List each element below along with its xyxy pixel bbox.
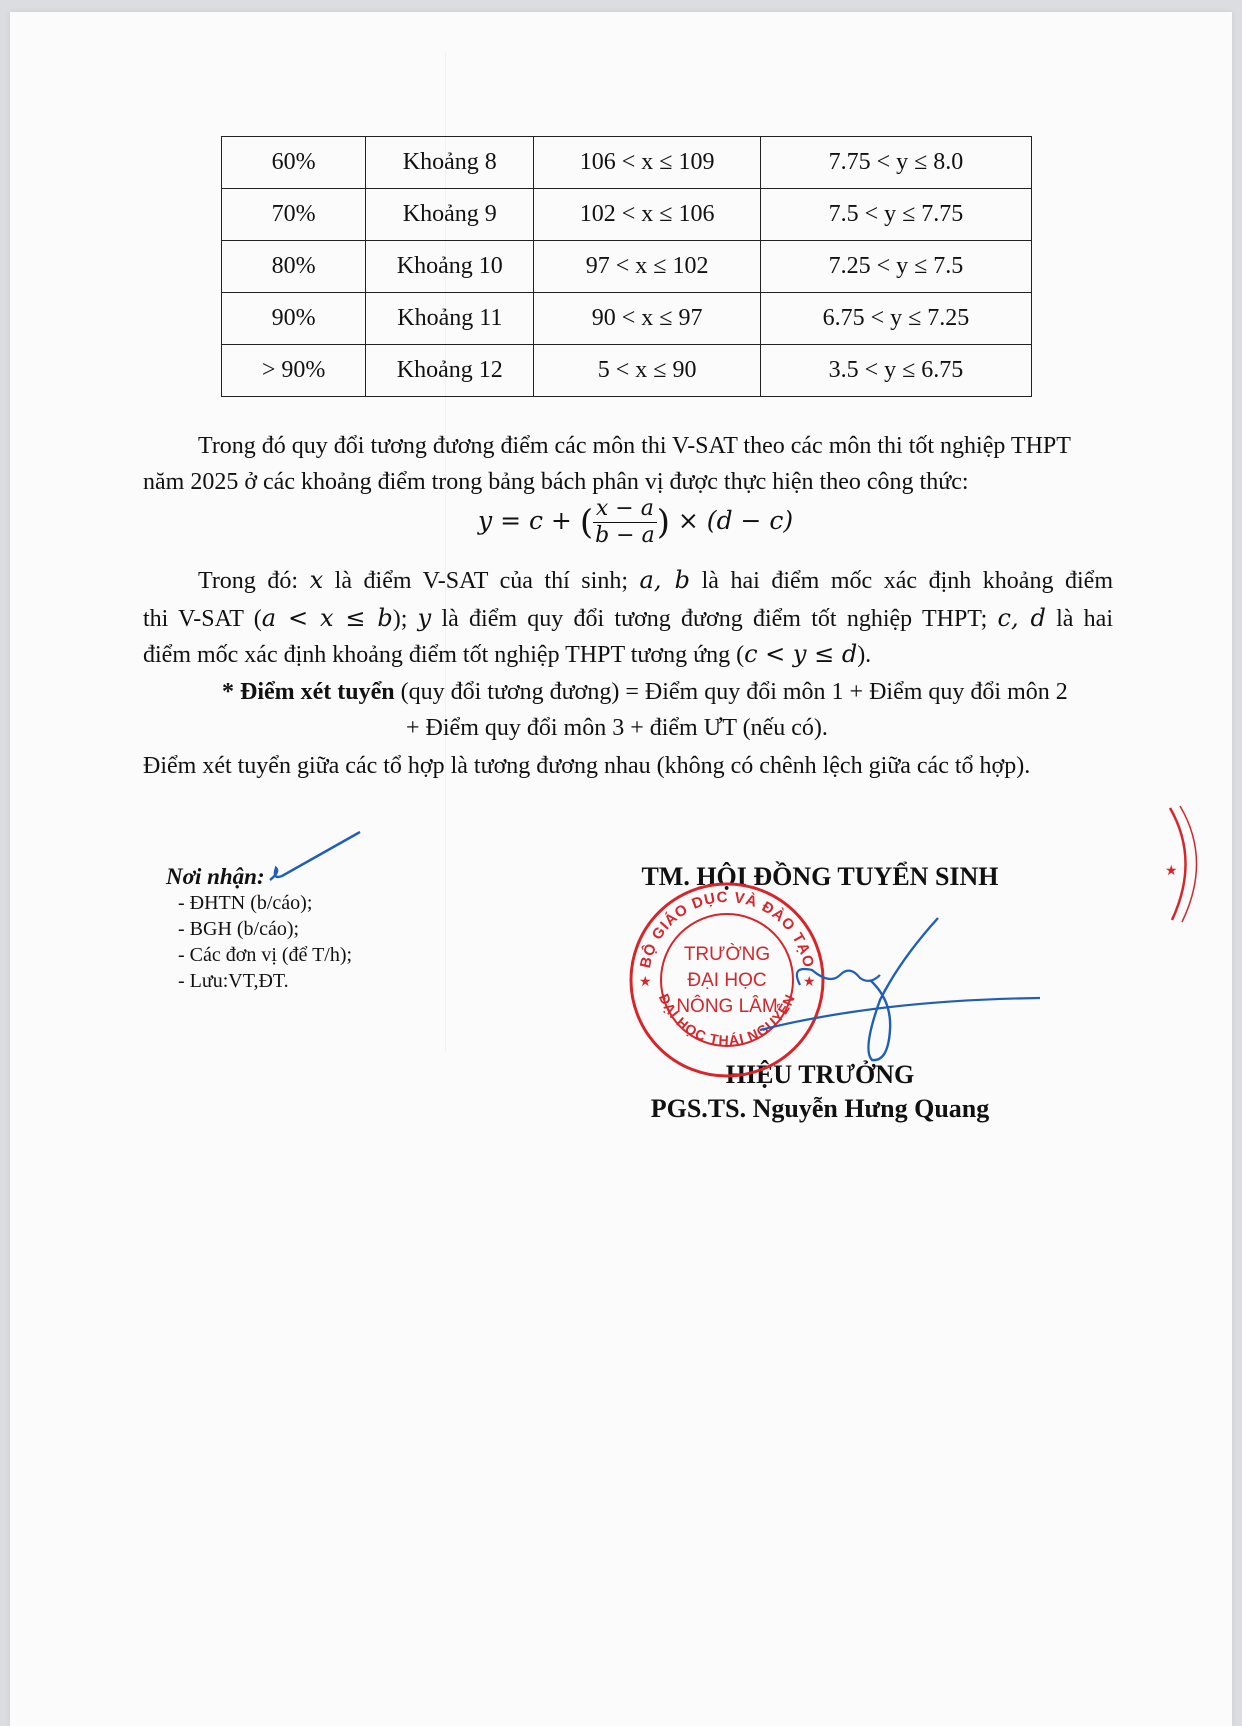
table-cell-thpt: 7.25 < y ≤ 7.5	[760, 241, 1031, 293]
formula-fraction	[593, 496, 657, 549]
table-cell-range: Khoảng 8	[366, 137, 534, 189]
table-cell-vsat: 90 < x ≤ 97	[534, 293, 760, 345]
recipients-heading: Nơi nhận:	[166, 864, 265, 889]
edge-stamp-star: ★	[1165, 864, 1178, 879]
table-row	[222, 345, 1032, 397]
formula-numerator: x − a	[593, 496, 657, 523]
table-cell-vsat: 5 < x ≤ 90	[534, 345, 760, 397]
table-cell-percent: 80%	[222, 241, 366, 293]
paragraph-3-line-2: + Điểm quy đổi môn 3 + điểm ƯT (nếu có).	[406, 715, 828, 741]
recipient-item: - ĐHTN (b/cáo);	[178, 892, 313, 914]
paragraph-2-line-1: Trong đó: x là điểm V-SAT của thí sinh; a, b là hai điểm mốc xác định khoảng điểm	[198, 566, 1113, 594]
table-cell-thpt: 7.75 < y ≤ 8.0	[760, 137, 1031, 189]
recipients-block	[166, 864, 352, 994]
paragraph-1-line-2: năm 2025 ở các khoảng điểm trong bảng bách phân vị được thực hiện theo công thức:	[143, 469, 969, 495]
table-cell-range: Khoảng 9	[366, 189, 534, 241]
recipient-item: - BGH (b/cáo);	[178, 918, 300, 940]
paragraph-4: Điểm xét tuyển giữa các tổ hợp là tương đương nhau (không có chênh lệch giữa các tổ hợp).	[143, 753, 1031, 779]
stamp-line-1: TRƯỜNG	[683, 944, 771, 965]
table-cell-thpt: 3.5 < y ≤ 6.75	[760, 345, 1031, 397]
table-cell-vsat: 97 < x ≤ 102	[534, 241, 760, 293]
paragraph-2-line-3: điểm mốc xác định khoảng điểm tốt nghiệp THPT tương ứng (c < y ≤ d).	[143, 640, 872, 668]
recipient-item: - Lưu:VT,ĐT.	[178, 970, 289, 992]
official-stamp	[627, 880, 827, 1080]
table-cell-vsat: 102 < x ≤ 106	[534, 189, 760, 241]
table-cell-vsat: 106 < x ≤ 109	[534, 137, 760, 189]
formula-denominator: b − a	[595, 523, 655, 548]
formula-lhs: y = c +	[478, 506, 580, 535]
stamp-ring-bottom: ĐẠI HỌC THÁI NGUYÊN	[655, 991, 799, 1049]
paragraph-1-line-1: Trong đó quy đổi tương đương điểm các môn thi V-SAT theo các môn thi tốt nghiệp THPT	[198, 433, 1071, 459]
table-cell-thpt: 6.75 < y ≤ 7.25	[760, 293, 1031, 345]
paragraph-2-line-2: thi V-SAT (a < x ≤ b); y là điểm quy đổi tương đương điểm tốt nghiệp THPT; c, d là hai	[143, 604, 1113, 632]
signature-name: PGS.TS. Nguyễn Hưng Quang	[650, 1094, 990, 1123]
signature-role: HIỆU TRƯỞNG	[725, 1060, 915, 1089]
formula-rhs: × (d − c)	[669, 506, 794, 535]
stamp-line-3: NÔNG LÂM	[676, 996, 778, 1017]
stamp-ring-top: BỘ GIÁO DỤC VÀ ĐÀO TẠO	[636, 888, 818, 970]
table-cell-percent: 90%	[222, 293, 366, 345]
table-cell-percent: > 90%	[222, 345, 366, 397]
table-cell-percent: 60%	[222, 137, 366, 189]
table-cell-thpt: 7.5 < y ≤ 7.75	[760, 189, 1031, 241]
table-cell-range: Khoảng 11	[366, 293, 534, 345]
table-row	[222, 293, 1032, 345]
table-row	[222, 189, 1032, 241]
table-cell-range: Khoảng 12	[366, 345, 534, 397]
stamp-star-right: ★	[803, 975, 816, 990]
recipient-item: - Các đơn vị (để T/h);	[178, 944, 353, 966]
conversion-formula: y = c + ( $\frac{x - a}{b - a}$ ) × (d − c)	[478, 496, 794, 548]
stamp-star-left: ★	[639, 975, 652, 990]
signature-title: TM. HỘI ĐỒNG TUYỂN SINH	[641, 862, 999, 891]
percentile-table	[221, 136, 1032, 397]
stamp-line-2: ĐẠI HỌC	[687, 970, 767, 991]
table-cell-percent: 70%	[222, 189, 366, 241]
paragraph-3-line-1: * Điểm xét tuyển (quy đổi tương đương) = Điểm quy đổi môn 1 + Điểm quy đổi môn 2	[222, 679, 1068, 705]
table-cell-range: Khoảng 10	[366, 241, 534, 293]
table-row	[222, 137, 1032, 189]
table-row	[222, 241, 1032, 293]
recipients-list	[166, 890, 352, 994]
